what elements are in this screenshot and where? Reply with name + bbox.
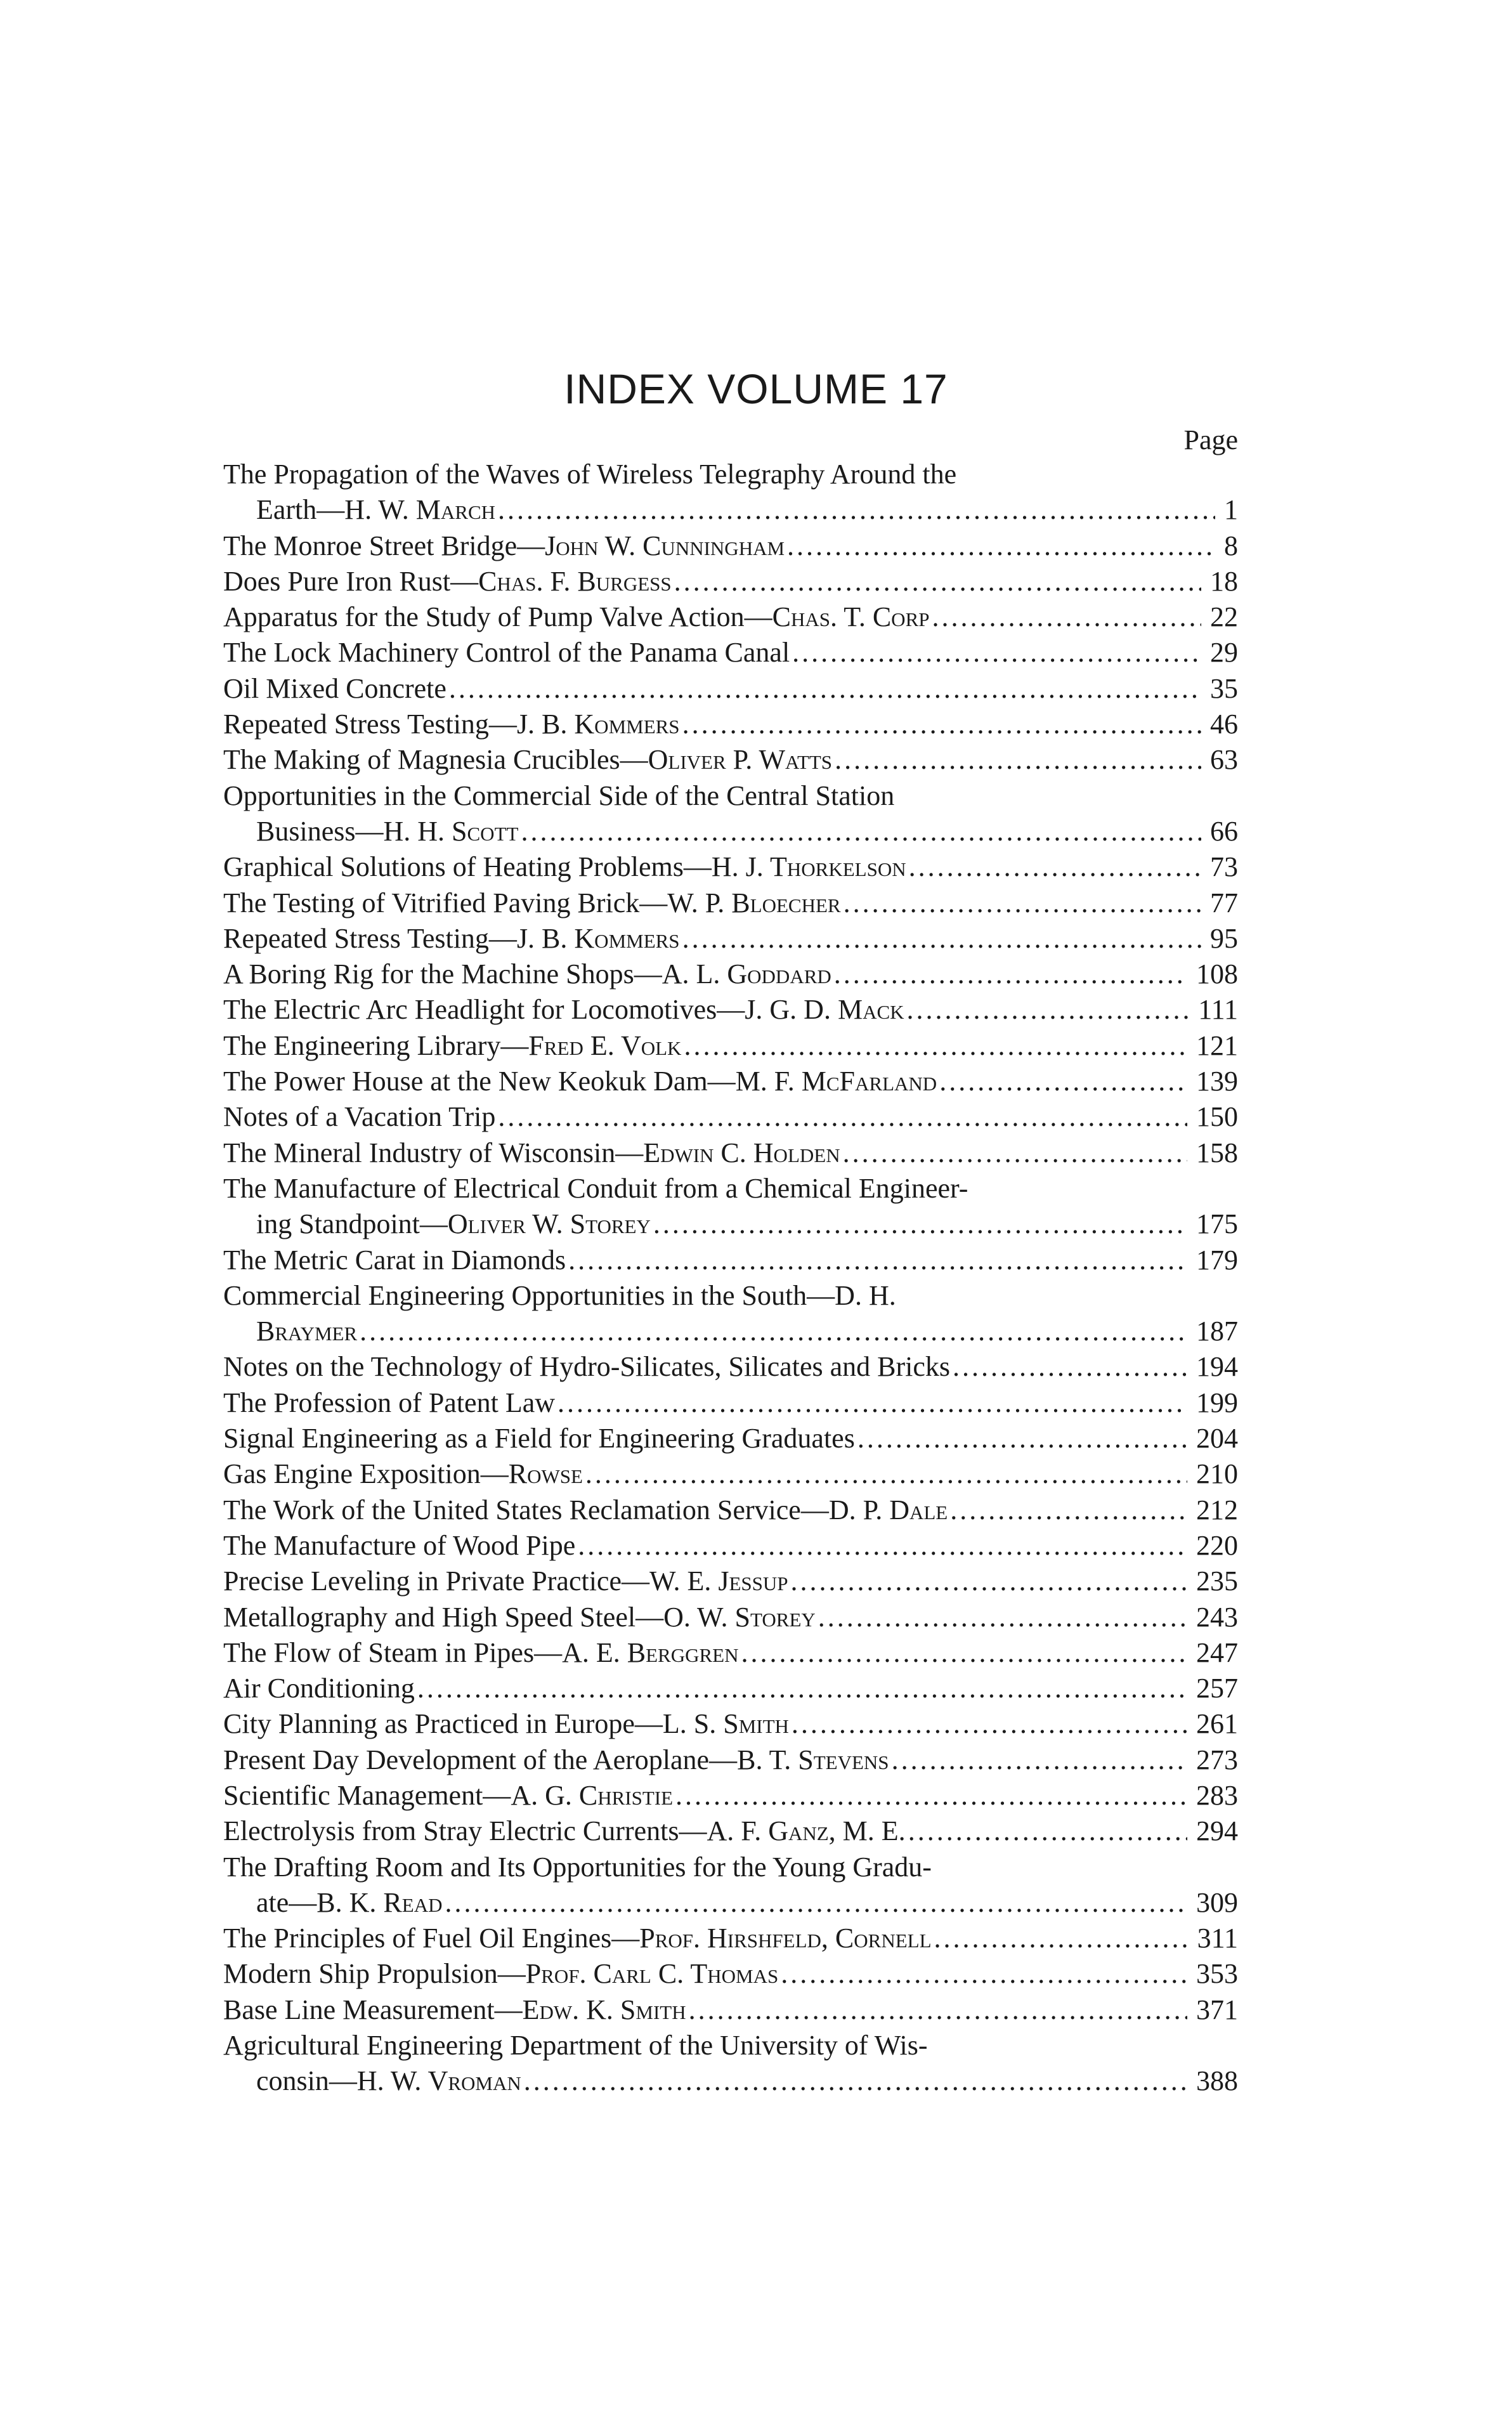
index-entry <box>223 1064 1238 1099</box>
index-entry <box>223 707 1238 742</box>
entry-page-number: 257 <box>1196 1673 1238 1704</box>
dot-leader <box>521 814 1201 849</box>
entry-line <box>223 1956 1238 1992</box>
entry-line <box>223 1921 1238 1956</box>
entry-page-number: 46 <box>1210 709 1238 740</box>
entry-line <box>223 671 1238 707</box>
entry-line <box>223 957 1238 992</box>
entry-author: Braymer <box>256 1316 358 1347</box>
entry-line <box>223 1635 1238 1671</box>
entry-line <box>223 1206 1238 1242</box>
entry-author: J. B. Kommers <box>516 709 680 740</box>
entry-page-number: 73 <box>1210 851 1238 883</box>
entry-line <box>223 1028 1238 1064</box>
entry-line <box>223 1421 1238 1456</box>
index-entry <box>223 1278 1238 1350</box>
entry-page-number: 187 <box>1196 1316 1238 1347</box>
entry-title: City Planning as Practiced in Europe— <box>223 1708 663 1740</box>
dot-leader <box>818 1600 1187 1635</box>
entry-title: Apparatus for the Study of Pump Valve Action— <box>223 601 772 633</box>
entry-page-number: 95 <box>1210 922 1238 954</box>
entry-page-number: 243 <box>1196 1601 1238 1633</box>
entry-author: H. H. Scott <box>383 815 519 847</box>
entry-title: Air Conditioning <box>223 1673 415 1704</box>
entry-line <box>223 1243 1238 1278</box>
entry-title: Repeated Stress Testing— <box>223 709 517 740</box>
entry-line <box>223 1813 1238 1849</box>
entry-line <box>223 885 1238 921</box>
entry-title: Precise Leveling in Private Practice— <box>223 1565 649 1597</box>
index-list <box>223 457 1238 2100</box>
entry-title: Notes on the Technology of Hydro-Silicates, Silicates and Bricks <box>223 1351 950 1383</box>
entry-title-first-line: The Manufacture of Electrical Conduit from a Chemical Engineer- <box>223 1172 968 1204</box>
index-entry <box>223 1850 1238 1921</box>
entry-title: Scientific Management— <box>223 1779 511 1811</box>
entry-line <box>223 849 1238 885</box>
entry-title: ate— <box>256 1886 317 1918</box>
entry-page-number: 194 <box>1196 1351 1238 1383</box>
dot-leader <box>787 528 1215 564</box>
entry-author: Oliver W. Storey <box>447 1208 651 1240</box>
entry-page-number: 121 <box>1196 1029 1238 1061</box>
entry-page-number: 29 <box>1210 637 1238 669</box>
entry-line <box>223 1135 1238 1171</box>
entry-line <box>223 814 1238 849</box>
index-entry <box>223 957 1238 992</box>
dot-leader <box>557 1385 1187 1421</box>
entry-title-first-line: The Drafting Room and Its Opportunities for the Young Gradu- <box>223 1851 932 1883</box>
entry-page-number: 179 <box>1196 1244 1238 1276</box>
entry-line <box>223 1992 1238 2028</box>
index-entry <box>223 921 1238 957</box>
entry-author: H. W. Vroman <box>356 2065 521 2097</box>
entry-page-number: 8 <box>1224 530 1238 561</box>
entry-author: Prof. Hirshfeld, Cornell <box>639 1923 932 1954</box>
entry-title: Business— <box>256 815 384 847</box>
entry-page-number: 388 <box>1196 2065 1238 2097</box>
entry-title: The Power House at the New Keokuk Dam— <box>223 1066 736 1097</box>
entry-page-number: 309 <box>1196 1886 1238 1918</box>
dot-leader <box>953 1349 1187 1385</box>
entry-line <box>223 1064 1238 1099</box>
entry-page-number: 139 <box>1196 1066 1238 1097</box>
index-entry <box>223 849 1238 885</box>
entry-line <box>223 1528 1238 1564</box>
index-entry <box>223 1992 1238 2028</box>
entry-title: The Monroe Street Bridge— <box>223 530 545 561</box>
entry-page-number: 63 <box>1210 744 1238 776</box>
entry-author: O. W. Storey <box>663 1601 816 1633</box>
entry-author: J. B. Kommers <box>516 922 680 954</box>
index-entry <box>223 742 1238 778</box>
dot-leader <box>844 885 1201 921</box>
entry-page-number: 199 <box>1196 1387 1238 1418</box>
entry-title: Electrolysis from Stray Electric Currents— <box>223 1815 707 1847</box>
entry-page-number: 22 <box>1210 601 1238 633</box>
entry-line <box>223 564 1238 599</box>
dot-leader <box>932 599 1202 635</box>
index-entry <box>223 457 1238 528</box>
entry-author: M. F. McFarland <box>735 1066 937 1097</box>
entry-line <box>223 1564 1238 1599</box>
entry-line <box>223 1706 1238 1742</box>
index-title: INDEX VOLUME 17 <box>564 365 948 412</box>
entry-author: Chas. F. Burgess <box>478 565 672 597</box>
dot-leader <box>857 1421 1187 1456</box>
index-entry <box>223 564 1238 599</box>
entry-title: Notes of a Vacation Trip <box>223 1101 496 1133</box>
dot-leader <box>568 1243 1187 1278</box>
index-entry <box>223 1528 1238 1564</box>
entry-line <box>223 1671 1238 1706</box>
entry-line <box>223 1314 1238 1349</box>
entry-page-number: 1 <box>1224 494 1238 526</box>
index-entry <box>223 1099 1238 1135</box>
index-entry <box>223 528 1238 564</box>
entry-author: Rowse <box>508 1458 583 1490</box>
entry-page-number: 235 <box>1196 1565 1238 1597</box>
entry-author: A. E. Berggren <box>562 1636 739 1668</box>
entry-line <box>223 1742 1238 1778</box>
index-entry <box>223 1921 1238 1956</box>
entry-title: Graphical Solutions of Heating Problems— <box>223 851 712 883</box>
entry-line <box>223 1600 1238 1635</box>
index-entry <box>223 1385 1238 1421</box>
dot-leader <box>741 1635 1187 1671</box>
entry-author: A. G. Christie <box>511 1779 674 1811</box>
entry-line <box>223 492 1238 528</box>
entry-page-number: 273 <box>1196 1744 1238 1775</box>
index-entry <box>223 1635 1238 1671</box>
entry-title: Repeated Stress Testing— <box>223 922 517 954</box>
dot-leader <box>684 1028 1187 1064</box>
entry-title: Gas Engine Exposition— <box>223 1458 509 1490</box>
dot-leader <box>908 1813 1187 1849</box>
dot-leader <box>585 1456 1187 1492</box>
entry-title: A Boring Rig for the Machine Shops— <box>223 958 662 990</box>
entry-line <box>223 1385 1238 1421</box>
dot-leader <box>682 707 1201 742</box>
index-entry <box>223 1956 1238 1992</box>
entry-title: The Manufacture of Wood Pipe <box>223 1529 576 1561</box>
entry-title: Base Line Measurement— <box>223 1994 523 2025</box>
index-entry <box>223 1349 1238 1385</box>
entry-page-number: 220 <box>1196 1529 1238 1561</box>
dot-leader <box>674 564 1201 599</box>
entry-title: Metallography and High Speed Steel— <box>223 1601 664 1633</box>
dot-leader <box>498 1099 1187 1135</box>
index-entry <box>223 1028 1238 1064</box>
entry-author: D. P. Dale <box>828 1494 948 1525</box>
entry-line <box>223 2063 1238 2099</box>
entry-title: ing Standpoint— <box>256 1208 448 1240</box>
index-entry <box>223 778 1238 850</box>
entry-title: The Electric Arc Headlight for Locomotives— <box>223 994 745 1026</box>
entry-line <box>223 528 1238 564</box>
page-column-heading: Page <box>1183 424 1238 455</box>
entry-line <box>223 707 1238 742</box>
entry-line <box>223 992 1238 1028</box>
dot-leader <box>835 742 1201 778</box>
entry-line <box>223 921 1238 957</box>
entry-title: The Lock Machinery Control of the Panama Canal <box>223 637 790 669</box>
dot-leader <box>524 2063 1187 2099</box>
entry-author: W. P. Bloecher <box>667 887 841 918</box>
index-entry <box>223 1813 1238 1849</box>
entry-line <box>223 1349 1238 1385</box>
entry-author: B. T. Stevens <box>737 1744 889 1775</box>
dot-leader <box>417 1671 1187 1706</box>
entry-title: The Mineral Industry of Wisconsin— <box>223 1137 644 1168</box>
entry-author: B. K. Read <box>316 1886 443 1918</box>
entry-line <box>223 1492 1238 1528</box>
dot-leader <box>578 1528 1187 1564</box>
entry-title-first-line: Opportunities in the Commercial Side of the Central Station <box>223 780 895 811</box>
entry-title: Signal Engineering as a Field for Engineering Graduates <box>223 1423 855 1454</box>
entry-title: Earth— <box>256 494 345 526</box>
entry-line <box>223 1778 1238 1813</box>
entry-title: The Profession of Patent Law <box>223 1387 555 1418</box>
entry-page-number: 18 <box>1210 565 1238 597</box>
entry-page-number: 283 <box>1196 1779 1238 1811</box>
index-entry <box>223 1456 1238 1492</box>
dot-leader <box>834 957 1187 992</box>
index-entry <box>223 635 1238 670</box>
entry-page-number: 311 <box>1197 1923 1238 1954</box>
dot-leader <box>445 1885 1187 1921</box>
entry-line <box>223 1099 1238 1135</box>
index-entry <box>223 1564 1238 1599</box>
entry-author: Edw. K. Smith <box>522 1994 686 2025</box>
dot-leader <box>360 1314 1187 1349</box>
entry-title: The Flow of Steam in Pipes— <box>223 1636 563 1668</box>
entry-title: The Making of Magnesia Crucibles— <box>223 744 648 776</box>
entry-title: Modern Ship Propulsion— <box>223 1958 526 1990</box>
entry-author: Oliver P. Watts <box>648 744 833 776</box>
index-entry <box>223 1671 1238 1706</box>
entry-author: John W. Cunningham <box>545 530 785 561</box>
entry-title-first-line: Agricultural Engineering Department of the University of Wis- <box>223 2030 928 2061</box>
entry-page-number: 371 <box>1196 1994 1238 2025</box>
index-entry <box>223 1600 1238 1635</box>
entry-page-number: 261 <box>1196 1708 1238 1740</box>
entry-author: Edwin C. Holden <box>643 1137 840 1168</box>
entry-line <box>223 1456 1238 1492</box>
dot-leader <box>653 1206 1187 1242</box>
entry-title: The Principles of Fuel Oil Engines— <box>223 1923 640 1954</box>
entry-title: Present Day Development of the Aeroplane— <box>223 1744 738 1775</box>
entry-page-number: 175 <box>1196 1208 1238 1240</box>
dot-leader <box>498 492 1215 528</box>
dot-leader <box>791 1564 1187 1599</box>
dot-leader <box>950 1492 1187 1528</box>
entry-author: W. E. Jessup <box>649 1565 788 1597</box>
entry-page-number: 150 <box>1196 1101 1238 1133</box>
index-entry <box>223 1778 1238 1813</box>
entry-author: H. J. Thorkelson <box>711 851 906 883</box>
entry-title: The Testing of Vitrified Paving Brick— <box>223 887 668 918</box>
index-entry <box>223 1421 1238 1456</box>
entry-title: Oil Mixed Concrete <box>223 672 446 704</box>
dot-leader <box>907 992 1190 1028</box>
dot-leader <box>843 1135 1187 1171</box>
entry-author: Chas. T. Corp <box>772 601 930 633</box>
entry-line <box>223 1885 1238 1921</box>
entry-page-number: 77 <box>1210 887 1238 918</box>
index-entry <box>223 1135 1238 1171</box>
dot-leader <box>689 1992 1187 2028</box>
entry-page-number: 210 <box>1196 1458 1238 1490</box>
entry-title-first-line: Commercial Engineering Opportunities in the South—D. H. <box>223 1279 896 1311</box>
dot-leader <box>892 1742 1187 1778</box>
entry-author: Fred E. Volk <box>528 1029 682 1061</box>
dot-leader <box>792 635 1201 670</box>
entry-page-number: 247 <box>1196 1636 1238 1668</box>
entry-page-number: 212 <box>1196 1494 1238 1525</box>
entry-author: A. L. Goddard <box>662 958 831 990</box>
dot-leader <box>934 1921 1189 1956</box>
index-entry <box>223 1742 1238 1778</box>
dot-leader <box>682 921 1201 957</box>
dot-leader <box>909 849 1201 885</box>
index-entry <box>223 1706 1238 1742</box>
entry-page-number: 35 <box>1210 672 1238 704</box>
entry-page-number: 158 <box>1196 1137 1238 1168</box>
index-entry <box>223 1243 1238 1278</box>
entry-line <box>223 742 1238 778</box>
entry-page-number: 111 <box>1198 994 1238 1026</box>
index-entry <box>223 885 1238 921</box>
entry-title: consin— <box>256 2065 357 2097</box>
entry-page-number: 108 <box>1196 958 1238 990</box>
index-entry <box>223 2028 1238 2100</box>
index-entry <box>223 1492 1238 1528</box>
entry-author: J. G. D. Mack <box>745 994 904 1026</box>
entry-author: L. S. Smith <box>662 1708 789 1740</box>
entry-title-first-line: The Propagation of the Waves of Wireless Telegraphy Around the <box>223 459 957 490</box>
dot-leader <box>781 1956 1187 1992</box>
entry-title: The Engineering Library— <box>223 1029 529 1061</box>
entry-page-number: 294 <box>1196 1815 1238 1847</box>
entry-page-number: 66 <box>1210 815 1238 847</box>
index-entry <box>223 992 1238 1028</box>
entry-title: The Work of the United States Reclamation Service— <box>223 1494 829 1525</box>
index-entry <box>223 599 1238 635</box>
index-entry <box>223 671 1238 707</box>
entry-author: A. F. Ganz, M. E. <box>707 1815 906 1847</box>
dot-leader <box>939 1064 1187 1099</box>
dot-leader <box>449 671 1201 707</box>
entry-line <box>223 599 1238 635</box>
entry-author: H. W. March <box>344 494 496 526</box>
entry-title: The Metric Carat in Diamonds <box>223 1244 566 1276</box>
entry-page-number: 204 <box>1196 1423 1238 1454</box>
entry-page-number: 353 <box>1196 1958 1238 1990</box>
entry-title: Does Pure Iron Rust— <box>223 565 479 597</box>
entry-line <box>223 635 1238 670</box>
entry-author: Prof. Carl C. Thomas <box>525 1958 779 1990</box>
dot-leader <box>792 1706 1187 1742</box>
dot-leader <box>675 1778 1187 1813</box>
index-entry <box>223 1171 1238 1243</box>
